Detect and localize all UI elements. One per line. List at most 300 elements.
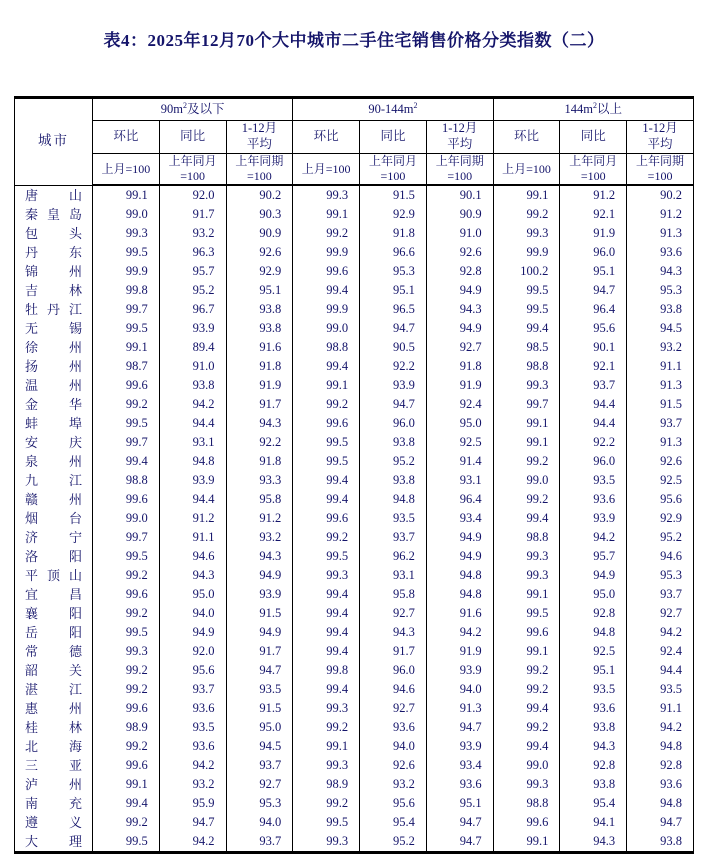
index-value: 99.2: [93, 604, 160, 623]
index-value: 91.8: [360, 224, 427, 243]
index-value: 93.7: [226, 756, 293, 775]
city-name: [15, 300, 93, 319]
table-row: [15, 813, 694, 832]
index-value: 93.6: [560, 490, 627, 509]
index-value: 94.4: [627, 661, 694, 680]
base-header-yoy: 上年同月 =100: [159, 154, 226, 186]
index-value: 99.1: [493, 414, 560, 433]
index-value: 96.4: [560, 300, 627, 319]
city-name-char: 南: [25, 795, 39, 811]
index-value: 93.6: [360, 718, 427, 737]
index-value: 96.5: [360, 300, 427, 319]
index-value: 92.0: [159, 185, 226, 205]
index-value: 94.8: [159, 452, 226, 471]
city-name-char: 遵: [25, 814, 39, 830]
index-value: 99.5: [293, 433, 360, 452]
index-value: 92.4: [627, 642, 694, 661]
city-name: [15, 376, 93, 395]
city-name: [15, 281, 93, 300]
index-value: 95.8: [226, 490, 293, 509]
index-value: 94.2: [159, 832, 226, 853]
index-value: 92.7: [426, 338, 493, 357]
index-value: 99.5: [93, 623, 160, 642]
index-value: 94.8: [426, 566, 493, 585]
city-name: [15, 832, 93, 853]
base-header-mom: 上月=100: [293, 154, 360, 186]
city-name: [15, 528, 93, 547]
index-value: 93.4: [426, 756, 493, 775]
index-value: 94.0: [159, 604, 226, 623]
city-name: [15, 642, 93, 661]
index-value: 92.7: [226, 775, 293, 794]
table-row: [15, 319, 694, 338]
index-value: 99.7: [493, 395, 560, 414]
index-value: 93.7: [360, 528, 427, 547]
table-row: [15, 395, 694, 414]
index-value: 91.7: [159, 205, 226, 224]
col-header-mom: 环比: [493, 121, 560, 154]
index-value: 91.7: [226, 395, 293, 414]
index-value: 95.1: [360, 281, 427, 300]
index-value: 91.2: [560, 185, 627, 205]
city-name: [15, 623, 93, 642]
index-value: 93.6: [627, 775, 694, 794]
index-value: 92.6: [627, 452, 694, 471]
city-name-char: 徐: [25, 339, 39, 355]
index-value: 96.3: [159, 243, 226, 262]
index-value: 91.7: [226, 642, 293, 661]
index-value: 99.0: [293, 319, 360, 338]
city-name-char: 无: [25, 320, 39, 336]
index-value: 99.1: [493, 642, 560, 661]
city-name: [15, 509, 93, 528]
index-value: 92.8: [426, 262, 493, 281]
index-value: 93.6: [627, 243, 694, 262]
index-value: 90.2: [226, 185, 293, 205]
index-value: 94.4: [159, 490, 226, 509]
index-value: 99.6: [93, 490, 160, 509]
index-value: 94.0: [426, 680, 493, 699]
city-name-char: 丹: [46, 301, 60, 317]
index-value: 93.6: [159, 737, 226, 756]
city-name: [15, 775, 93, 794]
index-value: 94.7: [426, 813, 493, 832]
city-name-char: 州: [68, 263, 82, 279]
city-name-char: 州: [68, 339, 82, 355]
index-value: 95.4: [360, 813, 427, 832]
index-value: 99.4: [293, 357, 360, 376]
index-value: 94.7: [560, 281, 627, 300]
index-value: 93.8: [159, 376, 226, 395]
index-value: 99.2: [93, 813, 160, 832]
index-value: 89.4: [159, 338, 226, 357]
index-value: 99.2: [93, 566, 160, 585]
city-name-char: 济: [25, 529, 39, 545]
index-value: 94.5: [627, 319, 694, 338]
city-name-char: 亚: [68, 757, 82, 773]
index-value: 91.8: [226, 357, 293, 376]
index-value: 99.1: [93, 185, 160, 205]
index-value: 99.6: [93, 699, 160, 718]
index-value: 99.9: [293, 243, 360, 262]
index-value: 99.3: [293, 756, 360, 775]
city-name-char: 江: [68, 301, 82, 317]
city-name-char: 洛: [25, 548, 39, 564]
index-value: 99.3: [293, 566, 360, 585]
index-value: 91.9: [560, 224, 627, 243]
index-value: 99.4: [293, 585, 360, 604]
table-row: [15, 357, 694, 376]
index-value: 91.5: [226, 604, 293, 623]
index-value: 93.8: [560, 718, 627, 737]
city-name-char: 阳: [68, 605, 82, 621]
index-value: 99.3: [493, 566, 560, 585]
index-value: 93.8: [226, 300, 293, 319]
index-value: 93.2: [627, 338, 694, 357]
index-value: 94.9: [426, 547, 493, 566]
base-header-mom: 上月=100: [493, 154, 560, 186]
index-value: 92.1: [560, 205, 627, 224]
index-value: 94.6: [360, 680, 427, 699]
base-header-yoy: 上年同月 =100: [360, 154, 427, 186]
index-value: 91.3: [627, 433, 694, 452]
index-value: 91.8: [426, 357, 493, 376]
index-value: 93.1: [426, 471, 493, 490]
index-value: 94.8: [627, 737, 694, 756]
city-name-char: 理: [68, 833, 82, 849]
index-value: 94.9: [159, 623, 226, 642]
index-value: 91.5: [627, 395, 694, 414]
index-value: 91.5: [226, 699, 293, 718]
index-value: 95.9: [159, 794, 226, 813]
index-value: 94.3: [426, 300, 493, 319]
index-value: 99.8: [93, 281, 160, 300]
city-name: [15, 490, 93, 509]
index-value: 98.8: [293, 338, 360, 357]
index-value: 99.2: [93, 395, 160, 414]
city-name-char: 唐: [25, 187, 39, 203]
group-label-text: 90-144m: [368, 101, 414, 116]
index-value: 90.5: [360, 338, 427, 357]
index-value: 93.1: [159, 433, 226, 452]
index-value: 94.7: [360, 395, 427, 414]
table-body: [15, 185, 694, 852]
index-value: 99.5: [93, 832, 160, 853]
index-value: 99.7: [93, 433, 160, 452]
city-name: [15, 395, 93, 414]
city-name-char: 襄: [25, 605, 39, 621]
index-value: 96.7: [159, 300, 226, 319]
index-value: 91.2: [226, 509, 293, 528]
index-value: 98.5: [493, 338, 560, 357]
index-value: 92.5: [560, 642, 627, 661]
col-header-avg: 1-12月 平均: [426, 121, 493, 154]
city-name-char: 惠: [25, 700, 39, 716]
table-header: [15, 98, 694, 186]
index-value: 99.5: [93, 319, 160, 338]
index-value: 92.9: [226, 262, 293, 281]
city-name-char: 九: [25, 472, 39, 488]
index-value: 99.6: [493, 813, 560, 832]
index-value: 95.6: [159, 661, 226, 680]
table-row: [15, 262, 694, 281]
index-value: 93.6: [159, 699, 226, 718]
city-name: [15, 433, 93, 452]
index-value: 91.5: [360, 185, 427, 205]
index-value: 99.2: [293, 718, 360, 737]
index-value: 94.5: [226, 737, 293, 756]
index-value: 94.8: [627, 794, 694, 813]
table-row: [15, 566, 694, 585]
index-value: 99.5: [493, 604, 560, 623]
index-value: 94.4: [159, 414, 226, 433]
city-name-char: 温: [25, 377, 39, 393]
index-value: 99.3: [493, 376, 560, 395]
index-value: 93.5: [560, 680, 627, 699]
index-value: 99.3: [293, 185, 360, 205]
index-value: 94.7: [159, 813, 226, 832]
index-value: 99.0: [93, 509, 160, 528]
city-name: [15, 357, 93, 376]
city-name-char: 江: [68, 681, 82, 697]
index-value: 91.2: [159, 509, 226, 528]
index-value: 95.3: [360, 262, 427, 281]
index-value: 95.2: [360, 452, 427, 471]
index-value: 94.9: [226, 566, 293, 585]
index-value: 95.3: [627, 281, 694, 300]
city-name-char: 州: [68, 377, 82, 393]
index-value: 90.3: [226, 205, 293, 224]
index-value: 94.8: [560, 623, 627, 642]
index-value: 99.3: [93, 224, 160, 243]
city-name-char: 州: [68, 491, 82, 507]
group-label-text: 144m: [564, 101, 594, 116]
index-value: 93.9: [360, 376, 427, 395]
index-value: 93.7: [226, 832, 293, 853]
index-value: 99.4: [293, 604, 360, 623]
index-value: 99.1: [293, 376, 360, 395]
city-name-char: 林: [68, 719, 82, 735]
city-name-char: 皇: [46, 206, 60, 222]
city-name-char: 州: [68, 776, 82, 792]
city-name-char: 华: [68, 396, 82, 412]
city-name: [15, 185, 93, 205]
index-value: 99.4: [493, 319, 560, 338]
city-name-char: 湛: [25, 681, 39, 697]
col-header-yoy: 同比: [159, 121, 226, 154]
index-value: 99.6: [493, 623, 560, 642]
index-value: 94.7: [226, 661, 293, 680]
index-value: 94.6: [627, 547, 694, 566]
table-row: [15, 642, 694, 661]
index-value: 95.1: [226, 281, 293, 300]
col-header-mom: 环比: [293, 121, 360, 154]
index-value: 91.0: [159, 357, 226, 376]
index-value: 99.8: [293, 661, 360, 680]
group-header-90-and-below: [93, 98, 293, 121]
index-value: 99.9: [493, 243, 560, 262]
index-value: 98.7: [93, 357, 160, 376]
index-value: 94.3: [560, 832, 627, 853]
city-name-char: 州: [68, 453, 82, 469]
index-value: 94.7: [426, 718, 493, 737]
table-row: [15, 680, 694, 699]
city-name: [15, 585, 93, 604]
index-value: 94.7: [426, 832, 493, 853]
index-value: 95.6: [560, 319, 627, 338]
index-value: 92.5: [627, 471, 694, 490]
index-value: 93.2: [226, 528, 293, 547]
city-name: [15, 471, 93, 490]
index-value: 94.8: [360, 490, 427, 509]
index-value: 93.7: [627, 414, 694, 433]
index-value: 93.5: [627, 680, 694, 699]
index-value: 94.3: [159, 566, 226, 585]
index-value: 93.2: [159, 224, 226, 243]
index-value: 99.6: [93, 585, 160, 604]
index-value: 99.2: [293, 794, 360, 813]
index-value: 93.6: [426, 775, 493, 794]
index-value: 94.3: [360, 623, 427, 642]
city-name-char: 桂: [25, 719, 39, 735]
superscript-2: 2: [413, 100, 418, 110]
index-value: 92.6: [426, 243, 493, 262]
index-value: 91.7: [360, 642, 427, 661]
index-value: 91.9: [226, 376, 293, 395]
city-name-char: 阳: [68, 548, 82, 564]
index-value: 99.9: [293, 300, 360, 319]
index-value: 99.5: [493, 300, 560, 319]
index-value: 90.9: [426, 205, 493, 224]
index-value: 94.7: [627, 813, 694, 832]
index-value: 92.7: [627, 604, 694, 623]
index-value: 94.9: [226, 623, 293, 642]
city-name: [15, 205, 93, 224]
city-name: [15, 319, 93, 338]
index-value: 94.2: [627, 718, 694, 737]
index-value: 94.2: [159, 395, 226, 414]
base-header-avg: 上年同期 =100: [426, 154, 493, 186]
index-value: 98.8: [493, 794, 560, 813]
index-value: 99.2: [93, 661, 160, 680]
index-value: 93.9: [159, 471, 226, 490]
index-value: 99.4: [293, 642, 360, 661]
table-row: [15, 243, 694, 262]
index-value: 99.7: [93, 300, 160, 319]
index-value: 99.6: [293, 509, 360, 528]
index-value: 99.1: [493, 585, 560, 604]
city-name-char: 义: [68, 814, 82, 830]
index-value: 91.1: [627, 357, 694, 376]
table-row: [15, 661, 694, 680]
index-value: 93.7: [560, 376, 627, 395]
index-value: 94.2: [426, 623, 493, 642]
table-row: [15, 433, 694, 452]
city-name-char: 锡: [68, 320, 82, 336]
city-name-char: 关: [68, 662, 82, 678]
index-value: 92.5: [426, 433, 493, 452]
index-value: 96.0: [560, 452, 627, 471]
index-value: 93.8: [627, 832, 694, 853]
city-name-char: 蚌: [25, 415, 39, 431]
index-value: 91.2: [627, 205, 694, 224]
index-value: 99.1: [493, 185, 560, 205]
city-name: [15, 756, 93, 775]
index-value: 95.6: [627, 490, 694, 509]
index-value: 100.2: [493, 262, 560, 281]
city-name-char: 烟: [25, 510, 39, 526]
table-row: [15, 338, 694, 357]
index-value: 98.8: [93, 471, 160, 490]
city-name-char: 泉: [25, 453, 39, 469]
index-value: 95.2: [159, 281, 226, 300]
index-value: 99.2: [493, 490, 560, 509]
index-value: 93.8: [560, 775, 627, 794]
index-value: 96.2: [360, 547, 427, 566]
city-name-char: 头: [68, 225, 82, 241]
index-value: 93.5: [360, 509, 427, 528]
city-name-char: 埠: [68, 415, 82, 431]
city-name: [15, 547, 93, 566]
index-value: 99.2: [493, 452, 560, 471]
city-name-char: 顶: [46, 567, 60, 583]
index-value: 94.7: [360, 319, 427, 338]
index-value: 95.1: [560, 262, 627, 281]
index-value: 92.0: [159, 642, 226, 661]
city-name-char: 大: [25, 833, 39, 849]
city-name: [15, 338, 93, 357]
index-value: 92.2: [360, 357, 427, 376]
col-header-mom: 环比: [93, 121, 160, 154]
index-value: 91.9: [426, 642, 493, 661]
index-value: 93.7: [627, 585, 694, 604]
city-name-char: 安: [25, 434, 39, 450]
index-value: 93.5: [159, 718, 226, 737]
city-name-char: 岛: [68, 206, 82, 222]
index-value: 93.8: [627, 300, 694, 319]
index-value: 93.8: [360, 433, 427, 452]
index-value: 99.5: [293, 452, 360, 471]
index-value: 90.1: [560, 338, 627, 357]
index-value: 95.1: [560, 661, 627, 680]
index-value: 91.3: [627, 224, 694, 243]
index-value: 93.9: [426, 661, 493, 680]
index-value: 99.3: [293, 832, 360, 853]
table-row: [15, 490, 694, 509]
base-header-yoy: 上年同月 =100: [560, 154, 627, 186]
index-value: 94.9: [426, 319, 493, 338]
index-value: 99.6: [293, 262, 360, 281]
index-value: 93.1: [360, 566, 427, 585]
index-value: 99.6: [93, 756, 160, 775]
index-value: 99.5: [293, 547, 360, 566]
city-name-char: 丹: [25, 244, 39, 260]
index-value: 92.2: [226, 433, 293, 452]
index-value: 99.4: [293, 490, 360, 509]
table-row: [15, 623, 694, 642]
table-row: [15, 185, 694, 205]
city-name-char: 吉: [25, 282, 39, 298]
index-value: 99.4: [493, 699, 560, 718]
index-value: 99.2: [493, 718, 560, 737]
index-value: 93.9: [426, 737, 493, 756]
city-name-char: 山: [68, 187, 82, 203]
city-name-char: 锦: [25, 263, 39, 279]
index-value: 91.6: [226, 338, 293, 357]
index-value: 93.8: [360, 471, 427, 490]
group-header-144-above: [493, 98, 693, 121]
index-value: 99.1: [493, 832, 560, 853]
